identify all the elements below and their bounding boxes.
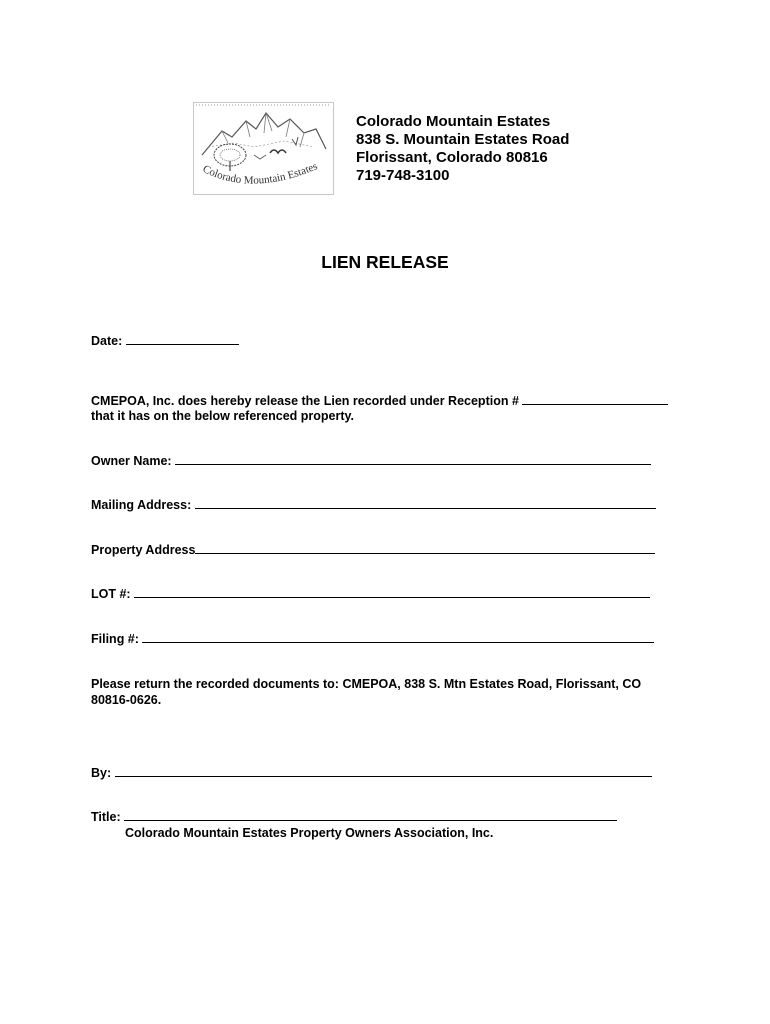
mailing-address-row bbox=[91, 497, 656, 513]
by-label: By: bbox=[91, 766, 112, 780]
association-name: Colorado Mountain Estates Property Owners Association, Inc. bbox=[125, 826, 494, 840]
filing-row bbox=[91, 631, 654, 647]
mailing-address-field[interactable] bbox=[195, 497, 656, 509]
mailing-address-label: Mailing Address: bbox=[91, 498, 192, 512]
lot-row bbox=[91, 586, 650, 602]
owner-name-label: Owner Name: bbox=[91, 454, 172, 468]
reception-number-field[interactable] bbox=[522, 393, 668, 405]
letterhead-address bbox=[356, 113, 569, 185]
filing-field[interactable] bbox=[142, 631, 654, 643]
by-row bbox=[91, 765, 652, 781]
association-name-row bbox=[125, 825, 493, 841]
property-address-field[interactable] bbox=[195, 542, 655, 554]
by-signature-field[interactable] bbox=[115, 765, 652, 777]
return-instructions-line-2 bbox=[91, 692, 161, 708]
date-label: Date: bbox=[91, 334, 123, 348]
svg-text:Colorado Mountain Estates bbox=[201, 160, 320, 186]
return-text-2: 80816-0626. bbox=[91, 693, 162, 707]
return-text-1: Please return the recorded documents to: CMEPOA, 838 S. Mtn Estates Road, Florissant, CO bbox=[91, 677, 642, 691]
filing-label: Filing #: bbox=[91, 632, 139, 646]
logo-text: Colorado Mountain Estates bbox=[200, 160, 320, 187]
return-instructions-line-1 bbox=[91, 676, 641, 692]
owner-name-row bbox=[91, 453, 651, 469]
release-text-2: that it has on the below referenced property. bbox=[91, 409, 355, 423]
property-address-row bbox=[91, 542, 655, 558]
release-statement-line-2 bbox=[91, 408, 354, 424]
street-address: 838 S. Mountain Estates Road bbox=[356, 131, 570, 148]
date-field[interactable] bbox=[126, 333, 239, 345]
lot-label: LOT #: bbox=[91, 587, 131, 601]
title-row bbox=[91, 809, 617, 825]
date-row bbox=[91, 333, 239, 349]
city-state-zip: Florissant, Colorado 80816 bbox=[356, 149, 548, 166]
owner-name-field[interactable] bbox=[175, 453, 651, 465]
title-label: Title: bbox=[91, 810, 121, 824]
org-name: Colorado Mountain Estates bbox=[356, 113, 551, 130]
release-statement-line-1 bbox=[91, 393, 668, 409]
title-field[interactable] bbox=[124, 809, 617, 821]
phone-number: 719-748-3100 bbox=[356, 167, 450, 184]
release-text-1: CMEPOA, Inc. does hereby release the Lien recorded under Reception # bbox=[91, 394, 519, 408]
document-title: LIEN RELEASE bbox=[321, 252, 449, 272]
lot-field[interactable] bbox=[134, 586, 650, 598]
property-address-label: Property Address bbox=[91, 543, 196, 557]
logo-text-arc bbox=[194, 103, 333, 194]
logo bbox=[193, 102, 334, 195]
